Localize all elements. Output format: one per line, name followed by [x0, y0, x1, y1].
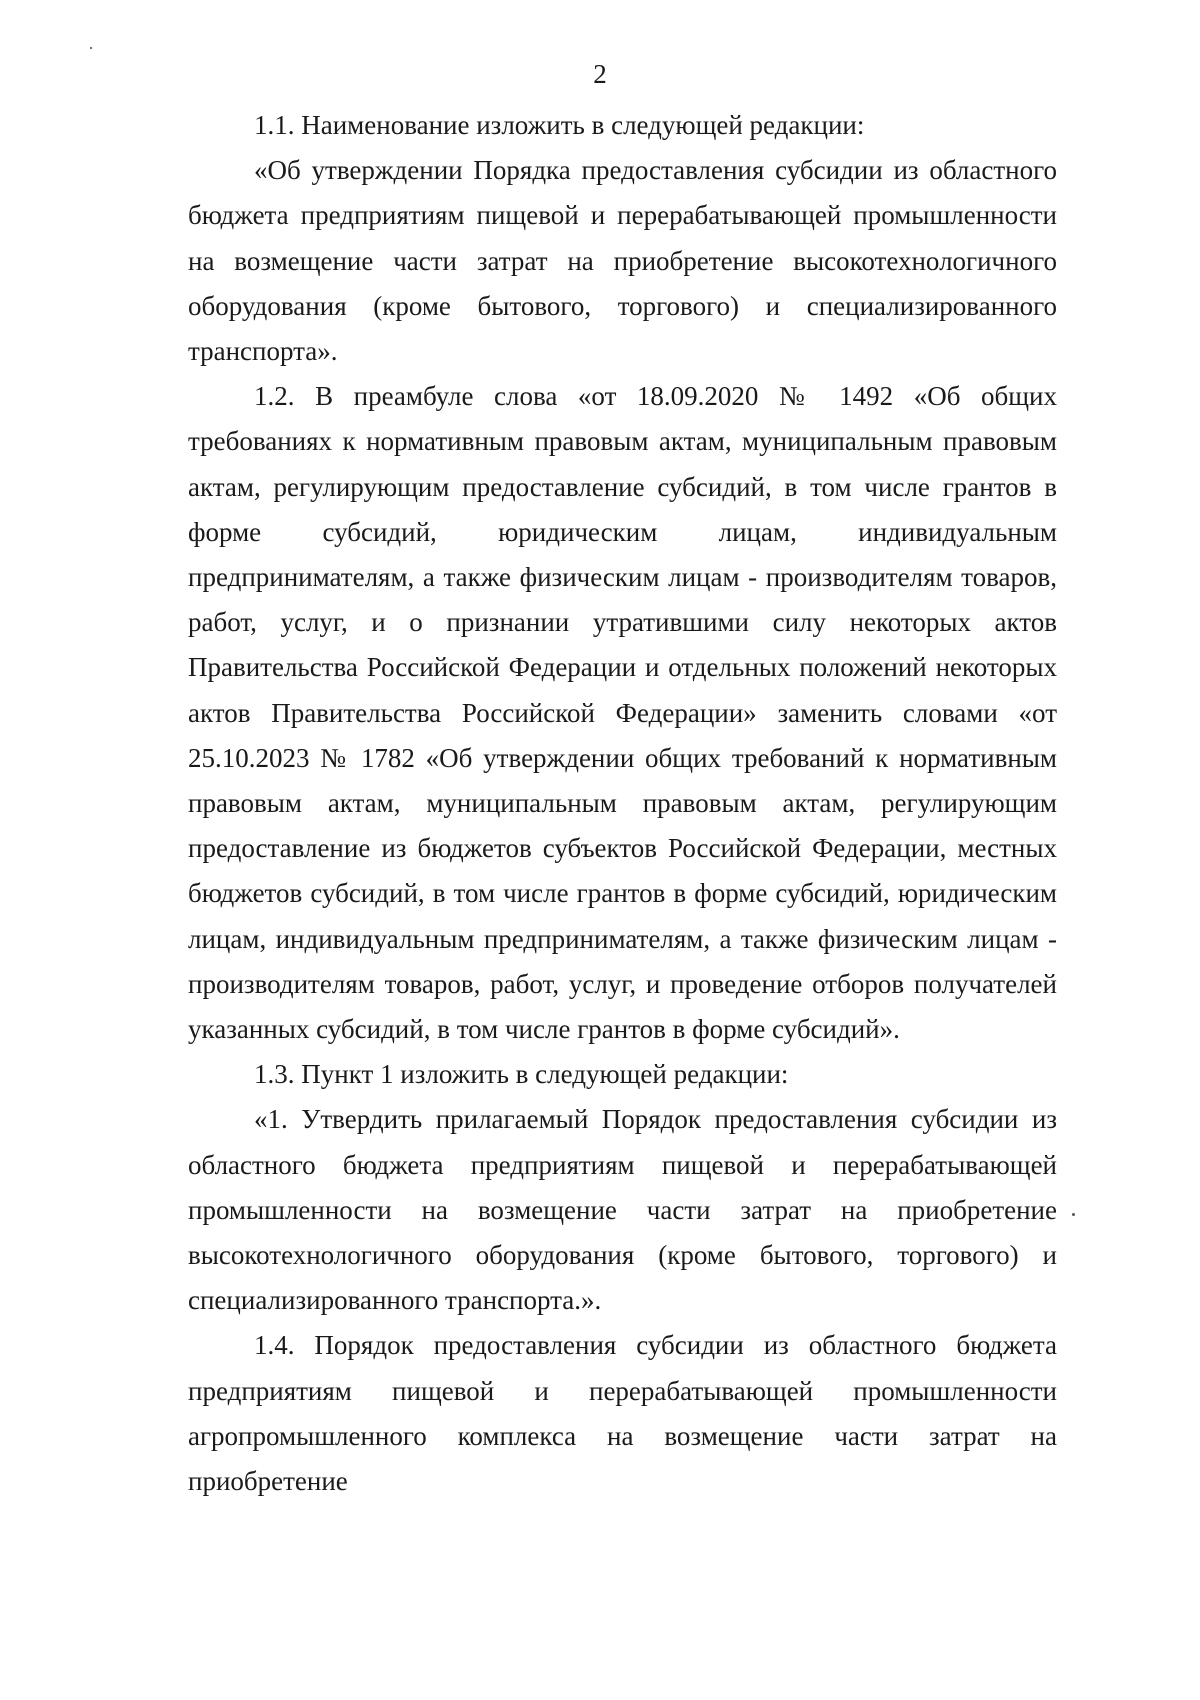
paragraph-1-1: 1.1. Наименование изложить в следующей редакции:	[254, 110, 865, 140]
margin-mark	[1072, 1213, 1075, 1216]
paragraph-1-4: 1.4. Порядок предоставления субсидии из областного бюджета предприятиям пищевой и перерабатывающей промышленности агропромышленного комплекса на возмещение части затрат на приобретение	[188, 1330, 1057, 1497]
document-body	[188, 103, 1057, 1504]
paragraph-1-2: 1.2. В преамбуле слова «от 18.09.2020 № 1492 «Об общих требованиях к нормативным правовым актам, муниципальным правовым актам, регулирующим предоставление субсидий, в том числе грантов в форме субсидий, юридическим лицам, индивидуальным предпринимателям, а также физическим лицам - производителям товаров, работ, услуг, и о признании утратившими силу некоторых актов Правительства Российской Федерации и отдельных положений некоторых актов Правительства Российской Федерации» заменить словами «от 25.10.2023 № 1782 «Об утверждении общих требований к нормативным правовым актам, муниципальным правовым актам, регулирующим предоставление из бюджетов субъектов Российской Федерации, местных бюджетов субсидий, в том числе грантов в форме субсидий, юридическим лицам, индивидуальным предпринимателям, а также физическим лицам - производителям товаров, работ, услуг, и проведение отборов получателей указанных субсидий, в том числе грантов в форме субсидий».	[188, 381, 1057, 1045]
paragraph-title-text: «Об утверждении Порядка предоставления субсидии из областного бюджета предприятиям пищевой и перерабатывающей промышленности на возмещение части затрат на приобретение высокотехнологичного оборудования (кроме бытового, торгового) и специализированного транспорта».	[188, 155, 1057, 367]
scan-speck	[90, 47, 92, 49]
page-number: 2	[593, 59, 607, 89]
paragraph-point-1-text: «1. Утвердить прилагаемый Порядок предоставления субсидии из областного бюджета предприятиям пищевой и перерабатывающей промышленности на возмещение части затрат на приобретение высокотехнологичного оборудования (кроме бытового, торгового) и специализированного транспорта.».	[188, 1104, 1057, 1316]
paragraph-1-3: 1.3. Пункт 1 изложить в следующей редакции:	[254, 1059, 789, 1090]
